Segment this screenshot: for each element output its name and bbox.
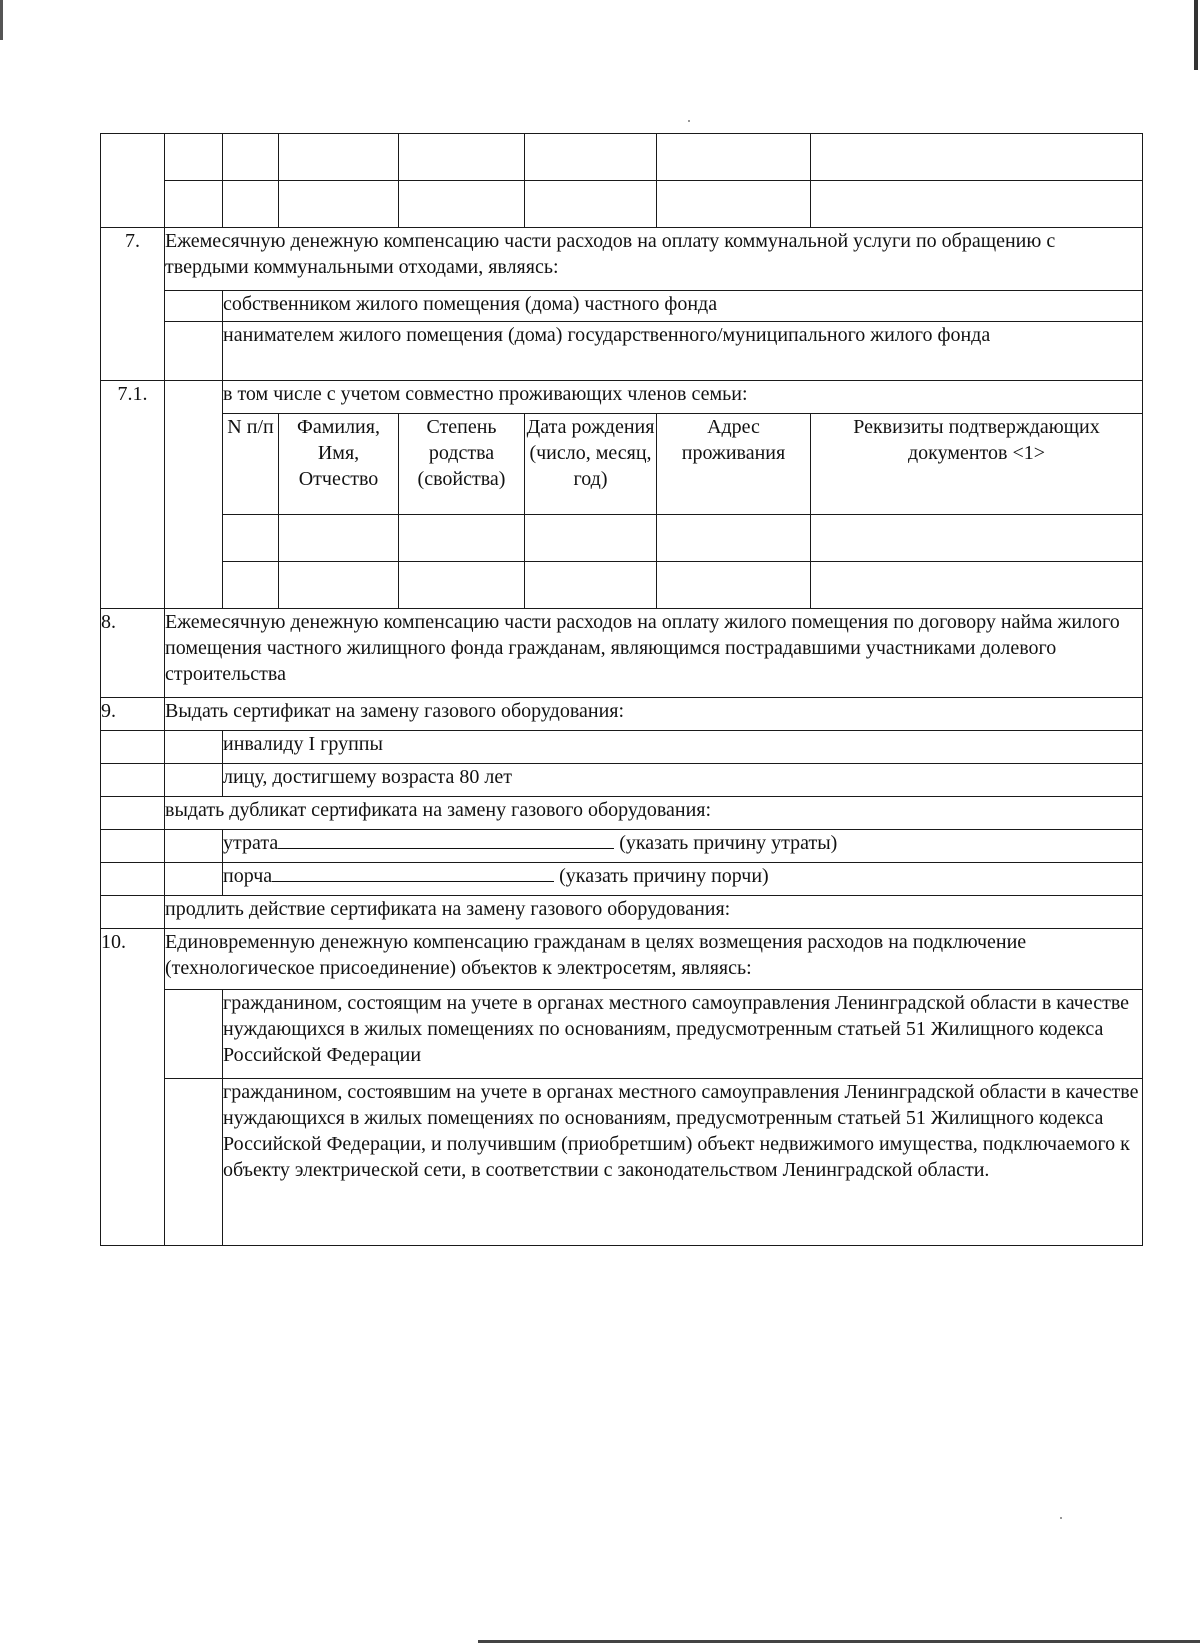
cell-blank [165,181,223,228]
table-row [101,830,1143,863]
table-row-8 [101,609,1143,698]
option-r9-duplicate: выдать дубликат сертификата на замену газового оборудования: [165,797,1143,830]
damage-reason-field[interactable] [272,863,554,882]
cell-blank[interactable] [223,515,279,562]
cell-blank[interactable] [525,515,657,562]
table-row [101,731,1143,764]
checkbox-r9-loss[interactable] [165,830,223,863]
table-row-10 [101,929,1143,990]
table-row [101,181,1143,228]
table-row [101,863,1143,896]
cell-blank[interactable] [657,181,811,228]
option-r10-former: гражданином, состоявшим на учете в органах местного самоуправления Ленинградской области в качестве нуждающихся в жилых помещениях по основаниям, предусмотренным статьей 51 Жилищного кодекса Российской Федерации, и получившим (приобретшим) объект недвижимого имущества, подключаемого к объекту электрической сети, в соответствии с законодательством Ленинградской области. [223,1079,1143,1246]
row-number-7: 7. [101,228,165,381]
cell-blank[interactable] [223,181,279,228]
cell-blank [165,381,223,609]
cell-blank [101,797,165,830]
cell-blank[interactable] [399,562,525,609]
row-8-text: Ежемесячную денежную компенсацию части расходов на оплату жилого помещения по договору найма жилого помещения частного жилищного фонда гражданам, являющимся пострадавшими участниками долевого строительства [165,609,1143,698]
scan-edge-bottom [478,1640,1200,1643]
table-row [101,322,1143,381]
option-r9-extend: продлить действие сертификата на замену газового оборудования: [165,896,1143,929]
checkbox-r7-owner[interactable] [165,291,223,322]
option-r9-age80: лицу, достигшему возраста 80 лет [223,764,1143,797]
option-r9-damage [223,863,1143,896]
damage-hint: (указать причину порчи) [559,865,769,887]
table-row-7-1 [101,381,1143,414]
table-row [101,797,1143,830]
cell-blank [101,830,165,863]
checkbox-r10-former[interactable] [165,1079,223,1246]
row-number-8: 8. [101,609,165,698]
table-row [101,291,1143,322]
checkbox-r7-tenant[interactable] [165,322,223,381]
option-r9-disabled: инвалиду I группы [223,731,1143,764]
loss-label: утрата [223,832,279,854]
cell-blank[interactable] [525,134,657,181]
header-number: N п/п [223,414,279,515]
option-r7-owner: собственником жилого помещения (дома) частного фонда [223,291,1143,322]
cell-blank [101,134,165,228]
cell-blank[interactable] [279,181,399,228]
scan-edge-right [1194,0,1198,70]
cell-blank[interactable] [399,134,525,181]
option-r10-current: гражданином, состоящим на учете в органах местного самоуправления Ленинградской области в качестве нуждающихся в жилых помещениях по основаниям, предусмотренным статьей 51 Жилищного кодекса Российской Федерации [223,990,1143,1079]
cell-blank[interactable] [279,515,399,562]
cell-blank[interactable] [811,134,1143,181]
checkbox-r9-damage[interactable] [165,863,223,896]
loss-hint: (указать причину утраты) [619,832,838,854]
checkbox-r10-current[interactable] [165,990,223,1079]
damage-label: порча [223,865,273,887]
row-7-text: Ежемесячную денежную компенсацию части расходов на оплату коммунальной услуги по обращению с твердыми коммунальными отходами, являясь: [165,228,1143,291]
row-10-text: Единовременную денежную компенсацию гражданам в целях возмещения расходов на подключение (технологическое присоединение) объектов к электросетям, являясь: [165,929,1143,990]
header-documents: Реквизиты подтверждающих документов <1> [811,414,1143,515]
loss-reason-field[interactable] [278,830,614,849]
cell-blank[interactable] [525,181,657,228]
cell-blank[interactable] [811,562,1143,609]
checkbox-r9-disabled[interactable] [165,731,223,764]
cell-blank [165,134,223,181]
table-row [101,896,1143,929]
cell-blank [101,863,165,896]
family-table-row [101,562,1143,609]
cell-blank [101,896,165,929]
cell-blank[interactable] [811,181,1143,228]
cell-blank[interactable] [223,134,279,181]
cell-blank[interactable] [525,562,657,609]
checkbox-r9-age80[interactable] [165,764,223,797]
cell-blank[interactable] [657,515,811,562]
cell-blank[interactable] [399,181,525,228]
cell-blank[interactable] [657,562,811,609]
row-9-text: Выдать сертификат на замену газового оборудования: [165,698,1143,731]
table-row [101,990,1143,1079]
option-r9-loss [223,830,1143,863]
cell-blank [101,731,165,764]
scan-speck [688,120,690,122]
cell-blank[interactable] [279,134,399,181]
cell-blank [101,764,165,797]
cell-blank[interactable] [399,515,525,562]
header-full-name: Фамилия, Имя, Отчество [279,414,399,515]
table-row [101,764,1143,797]
table-row [101,1079,1143,1246]
application-form-table [100,133,1143,1246]
table-row [101,134,1143,181]
header-birth-date: Дата рождения (число, месяц, год) [525,414,657,515]
cell-blank[interactable] [811,515,1143,562]
cell-blank[interactable] [657,134,811,181]
row-number-9: 9. [101,698,165,731]
table-row-9 [101,698,1143,731]
scan-edge-left [0,0,3,40]
table-row-7 [101,228,1143,291]
row-number-10: 10. [101,929,165,1246]
row-7-1-text: в том числе с учетом совместно проживающих членов семьи: [223,381,1143,414]
scan-speck [1060,1517,1062,1519]
family-table-row [101,515,1143,562]
family-table-header [101,414,1143,515]
header-address: Адрес проживания [657,414,811,515]
cell-blank[interactable] [279,562,399,609]
cell-blank[interactable] [223,562,279,609]
header-relationship: Степень родства (свойства) [399,414,525,515]
option-r7-tenant: нанимателем жилого помещения (дома) государственного/муниципального жилого фонда [223,322,1143,381]
row-number-7-1: 7.1. [101,381,165,609]
